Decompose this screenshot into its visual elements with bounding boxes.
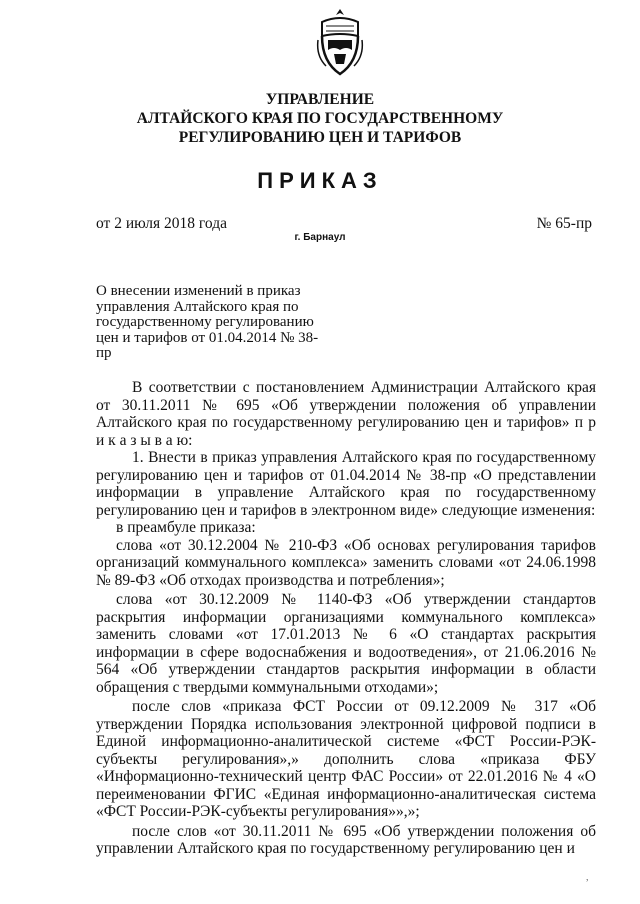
scan-mark: ,	[586, 872, 589, 883]
subject-line: пр	[96, 345, 112, 361]
authority-line: АЛТАЙСКОГО КРАЯ ПО ГОСУДАРСТВЕННОМУ	[136, 110, 504, 127]
order-city: г. Барнаул	[294, 232, 346, 243]
body-paragraph: после слов «от 30.11.2011 № 695 «Об утверждении положения об управлении Алтайского края по государственному регулированию цен и	[96, 822, 596, 857]
subject-line: государственному регулированию	[96, 314, 314, 330]
order-number: № 65-пр	[536, 215, 592, 232]
body-paragraph: 1. Внести в приказ управления Алтайского края по государственному регулированию цен и тарифов от 01.04.2014 № 38-пр «О представлении информации в управление Алтайского края по государственному регулированию цен и тарифов в электронном виде» следующие изменения:	[96, 449, 596, 519]
order-title: ПРИКАЗ	[257, 168, 383, 193]
subject-line: управления Алтайского края по	[96, 298, 299, 315]
subject-line: цен и тарифов от 01.04.2014 № 38-	[96, 329, 319, 346]
body-paragraph: в преамбуле приказа:	[116, 519, 256, 536]
authority-name	[0, 90, 640, 147]
coat-of-arms-emblem	[316, 6, 364, 78]
order-body	[96, 379, 596, 858]
subject-line: О внесении изменений в приказ	[96, 283, 301, 299]
order-subject	[96, 284, 336, 362]
body-paragraph: В соответствии с постановлением Администрации Алтайского края от 30.11.2011 № 695 «Об утверждении положения об управлении Алтайского края по государственному регулированию цен и тарифов» п р и к а з ы в а ю:	[96, 379, 596, 449]
authority-line: УПРАВЛЕНИЕ	[265, 91, 375, 108]
body-paragraph: после слов «приказа ФСТ России от 09.12.2009 № 317 «Об утверждении Порядка использования электронной цифровой подписи в Единой информационно-аналитической системе «ФСТ России-РЭК-субъекты регулирования»,» дополнить слова «приказа ФБУ «Информационно-технический центр ФАС России» от 22.01.2016 № 4 «О переименовании ФГИС «Единая информационно-аналитическая система «ФСТ России-РЭК-субъекты регулирования»»,»;	[96, 698, 596, 820]
body-paragraph: слова «от 30.12.2009 № 1140-ФЗ «Об утверждении стандартов раскрытия информации организациями коммунального комплекса» заменить словами «от 17.01.2013 № 6 «О стандартах раскрытия информации в сфере водоснабжения и водоотведения», от 21.06.2016 № 564 «Об утверждении стандартов раскрытия информации в области обращения с твердыми коммунальными отходами»;	[96, 591, 596, 696]
order-date: от 2 июля 2018 года	[96, 215, 227, 232]
authority-line: РЕГУЛИРОВАНИЮ ЦЕН И ТАРИФОВ	[178, 129, 462, 146]
body-paragraph: слова «от 30.12.2004 № 210-ФЗ «Об основах регулирования тарифов организаций коммунального комплекса» заменить словами «от 24.06.1998 № 89-ФЗ «Об отходах производства и потребления»;	[96, 536, 596, 589]
